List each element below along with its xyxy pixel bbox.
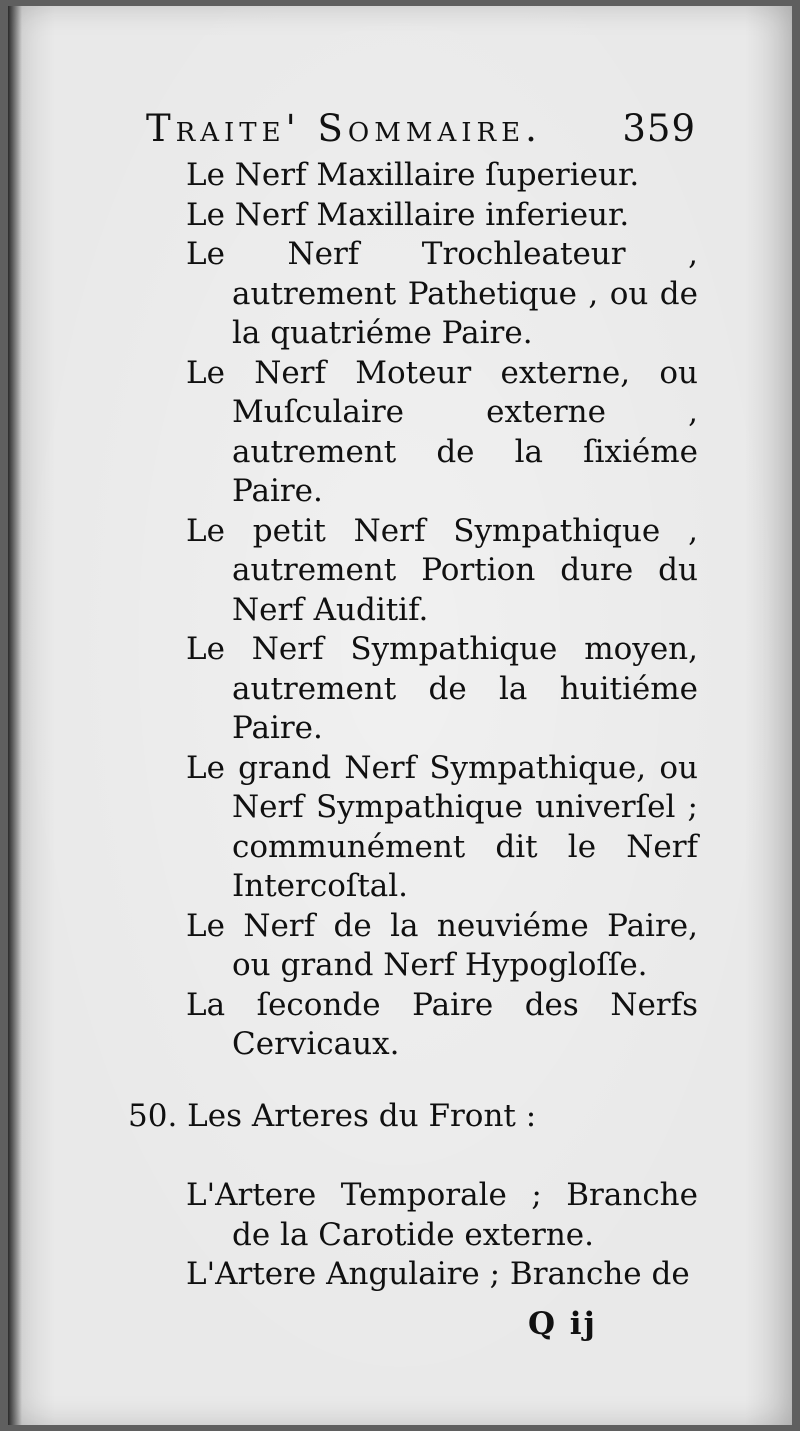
- signature-mark: Q ij: [528, 1306, 597, 1342]
- list-item: Le Nerf de la neuviéme Paire, ou grand Nerf Hypogloſſe.: [186, 907, 698, 983]
- list-item: La ſeconde Paire des Nerfs Cervicaux.: [186, 986, 698, 1062]
- list-item: Le grand Nerf Sympathique, ou Nerf Sympathique univerſel ; communément dit le Nerf Intercoſtal.: [186, 749, 698, 904]
- list-item: Le Nerf Maxillaire inferieur.: [186, 196, 630, 233]
- page-binding-shadow: [8, 6, 22, 1425]
- section-heading: 50. Les Arteres du Front :: [128, 1098, 537, 1134]
- list-item: L'Artere Temporale ; Branche de la Carotide externe.: [186, 1177, 698, 1253]
- running-title: Traite' Sommaire.: [146, 107, 542, 150]
- list-item: Le petit Nerf Sympathique , autrement Portion dure du Nerf Auditif.: [186, 512, 698, 628]
- artery-list: [186, 1176, 698, 1295]
- page-header: [146, 104, 696, 154]
- list-item: L'Artere Angulaire ; Branche de: [186, 1256, 690, 1292]
- nerve-list: [186, 156, 698, 1065]
- book-page: [8, 6, 792, 1425]
- list-item: Le Nerf Trochleateur , autrement Pathetique , ou de la quatriéme Paire.: [186, 236, 698, 351]
- list-item: Le Nerf Moteur externe, ou Muſculaire externe , autrement de la ſixiéme Paire.: [186, 354, 698, 509]
- list-item: Le Nerf Maxillaire ſuperieur.: [186, 157, 640, 193]
- list-item: Le Nerf Sympathique moyen, autrement de la huitiéme Paire.: [186, 631, 698, 746]
- page-number: 359: [622, 107, 696, 150]
